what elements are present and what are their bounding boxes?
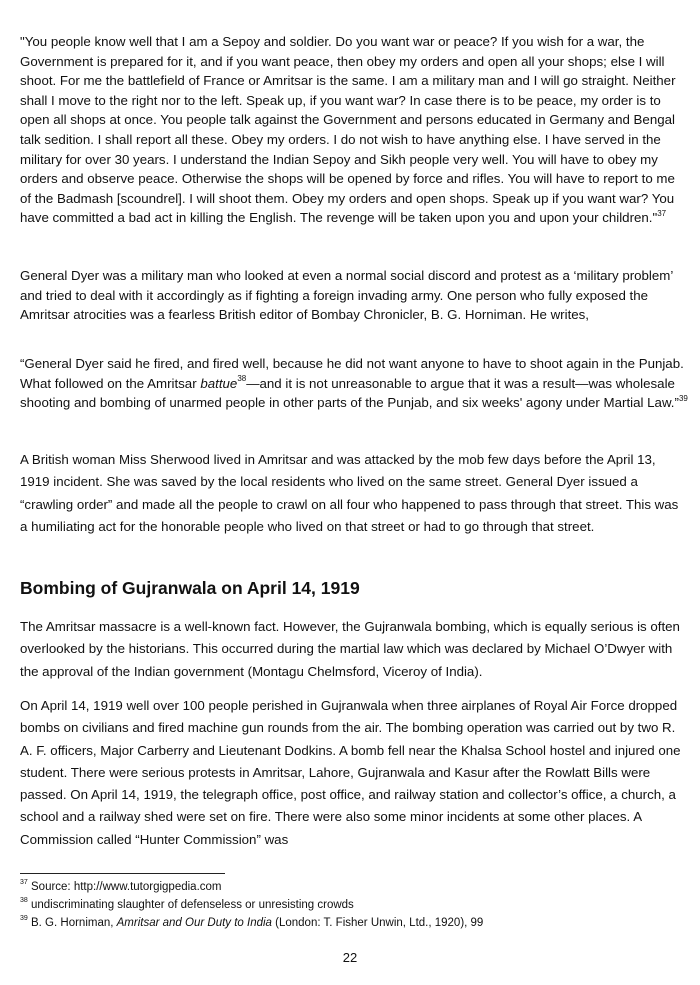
paragraph-bombing: On April 14, 1919 well over 100 people perished in Gujranwala when three airplanes of Royal Air Force dropped bombs on civilians and fired machine gun rounds from the air. The bombing operation was carried out by two R. A. F. officers, Major Carberry and Lieutenant Dodkins. A bomb fell near the Khalsa School hostel and injured one student. There were serious protests in Amritsar, Lahore, Gujranwala and Kasur after the Rowlatt Bills were passed. On April 14, 1919, the telegraph office, post office, and railway station and collector’s office, a church, a school and a railway shed were set on fire. There were also some minor incidents at some other places. A Commission called “Hunter Commission” was bbox=[20, 698, 681, 847]
section-heading: Bombing of Gujranwala on April 14, 1919 bbox=[20, 578, 360, 598]
paragraph-sherwood: A British woman Miss Sherwood lived in Amritsar and was attacked by the mob few days before the April 13, 1919 incident. She was saved by the local residents who lived on the same street. General Dyer issued a “crawling order” and made all the people to crawl on all four who happened to pass through that street. This was a humiliating act for the honorable people who lived on that street or had to go through that street. bbox=[20, 452, 679, 534]
paragraph-dyer-military: General Dyer was a military man who looked at even a normal social discord and protest as a ‘military problem’ and tried to deal with it accordingly as if fighting a foreign invading army. One person who fully exposed the Amritsar atrocities was a fearless British editor of Bombay Chronicler, B. G. Horniman. He writes, bbox=[20, 268, 673, 323]
quote-dyer-speech: "You people know well that I am a Sepoy and soldier. Do you want war or peace? If you wish for a war, the Government is prepared for it, and if you want peace, then obey my orders and open all your shops; else I will shoot. For me the battlefield of France or Amritsar is the same. I am a military man and I will go straight. Neither shall I move to the right nor to the left. Speak up, if you want war? In case there is to be peace, my order is to open all shops at once. You people talk against the Government and persons educated in Germany and Bengal talk sedition. I shall report all these. Obey my orders. I do not wish to have anything else. I have served in the military for over 30 years. I understand the Indian Sepoy and Sikh people very well. You will have to obey my orders and observe peace. Otherwise the shops will be opened by force and rifles. You will have to report to me of the Badmash [scoundrel]. I will shoot them. Obey my orders and open shops. Speak up if you want war? You have committed a bad act in killing the English. The revenge will be taken upon you and upon your children."$^{37}$ bbox=[20, 34, 676, 226]
footnote-37: $^{37}$ Source: http://www.tutorgigpedia.com bbox=[20, 879, 222, 893]
quote-horniman: “General Dyer said he fired, and fired well, because he did not want anyone to have to shoot again in the Punjab. What followed on the Amritsar battue$^{38}$—and it is not unreasonable to argue that it was a result—was wholesale shooting and bombing of unarmed people in other parts of the Punjab, and six weeks' agony under Martial Law.”$^{39}$ bbox=[20, 356, 688, 411]
footnote-divider bbox=[20, 873, 225, 874]
paragraph-massacre: The Amritsar massacre is a well-known fact. However, the Gujranwala bombing, which is equally serious is often overlooked by the historians. This occurred during the martial law which was declared by Michael O’Dwyer with the approval of the Indian government (Montagu Chelmsford, Viceroy of India). bbox=[20, 619, 680, 679]
footnote-ref-39[interactable]: 39 bbox=[678, 393, 688, 403]
footnote-38: $^{38}$ undiscriminating slaughter of defenseless or unresisting crowds bbox=[20, 897, 354, 911]
footnote-ref-37[interactable]: 37 bbox=[657, 208, 667, 218]
footnote-39: $^{39}$ B. G. Horniman, Amritsar and Our Duty to India (London: T. Fisher Unwin, Ltd., 1920), 99 bbox=[20, 915, 484, 929]
italic-term: battue bbox=[200, 375, 238, 391]
footnote-ref-38[interactable]: 38 bbox=[237, 374, 247, 384]
page-number: 22 bbox=[342, 950, 358, 965]
